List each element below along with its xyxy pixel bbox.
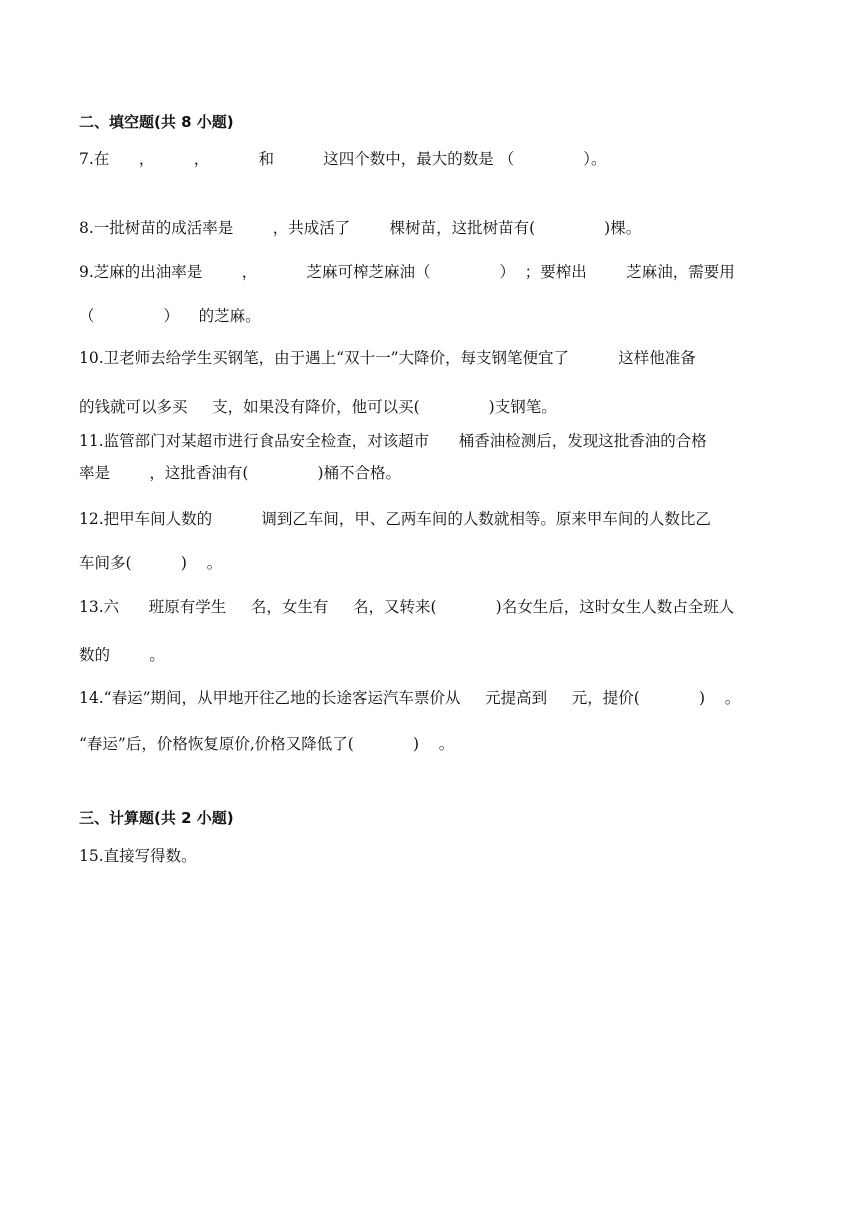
question-14-line-2: “春运”后，价格恢复原价,价格又降低了( ) 。 — [79, 735, 455, 753]
question-15: 15.直接写得数。 — [79, 847, 197, 865]
question-12-line-2: 车间多( ) 。 — [79, 554, 223, 572]
question-9-line-2: （ ） 的芝麻。 — [79, 307, 261, 325]
question-12-line-1: 12.把甲车间人数的 调到乙车间，甲、乙两车间的人数就相等。原来甲车间的人数比乙 — [79, 510, 711, 528]
question-14-line-1: 14.“春运”期间，从甲地开往乙地的长途客运汽车票价从 元提高到 元，提价( ) 。 — [79, 689, 741, 707]
question-11-line-1: 11.监管部门对某超市进行食品安全检查，对该超市 桶香油检测后，发现这批香油的合格 — [79, 432, 707, 450]
question-7: 7.在 ， ， 和 这四个数中，最大的数是 （ ）。 — [79, 150, 607, 168]
question-9-line-1: 9.芝麻的出油率是 ， 芝麻可榨芝麻油（ ） ；要榨出 芝麻油，需要用 — [79, 263, 735, 281]
section-heading-fill-blank: 二、填空题(共 8 小题) — [79, 113, 234, 131]
question-13-line-2: 数的 。 — [79, 646, 165, 664]
question-8: 8.一批树苗的成活率是 ，共成活了 棵树苗，这批树苗有( )棵。 — [79, 219, 642, 237]
question-13-line-1: 13.六 班原有学生 名，女生有 名，又转来( )名女生后，这时女生人数占全班人 — [79, 598, 735, 616]
question-10-line-2: 的钱就可以多买 支，如果没有降价，他可以买( )支钢笔。 — [79, 398, 557, 416]
question-11-line-2: 率是 ，这批香油有( )桶不合格。 — [79, 464, 401, 482]
question-10-line-1: 10.卫老师去给学生买钢笔，由于遇上“双十一”大降价，每支钢笔便宜了 这样他准备 — [79, 349, 696, 367]
section-heading-calc: 三、计算题(共 2 小题) — [79, 809, 234, 827]
